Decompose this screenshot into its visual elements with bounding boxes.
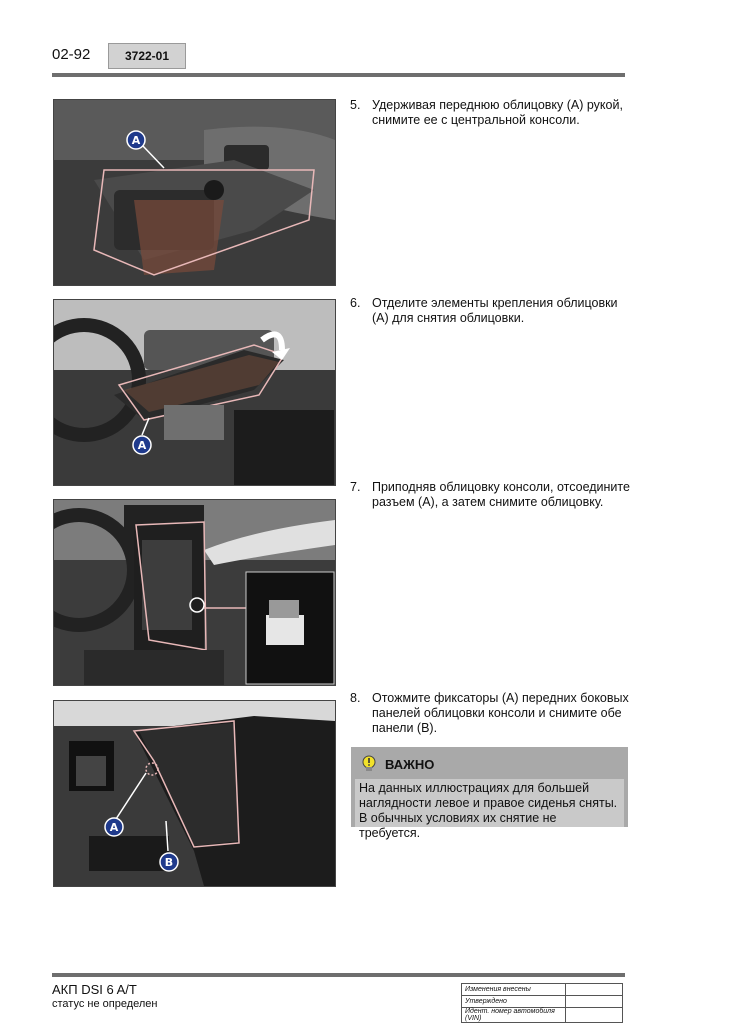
- callout-a-label: A: [137, 439, 147, 452]
- step-7: [350, 480, 630, 510]
- revision-label: Утверждено: [462, 996, 566, 1008]
- revision-value: [566, 984, 623, 996]
- callout-b-label: B: [164, 856, 174, 869]
- note-title: ВАЖНО: [385, 756, 435, 772]
- step-number: 7.: [350, 480, 361, 494]
- step-text: Отделите элементы крепления облицовки (A) для снятия облицовки.: [372, 296, 618, 325]
- table-row: [462, 984, 623, 996]
- callout-a-label: A: [131, 134, 141, 147]
- table-row: [462, 1008, 623, 1023]
- step-number: 5.: [350, 98, 361, 112]
- step-6: [350, 296, 630, 326]
- important-note: [351, 747, 628, 840]
- revision-table: [461, 983, 623, 1023]
- step-text: Отожмите фиксаторы (A) передних боковых панелей облицовки консоли и снимите обе панели (B).: [372, 691, 629, 735]
- figure-step-6-image: [54, 300, 335, 485]
- revision-label: Идент. номер автомобиля (VIN): [462, 1008, 566, 1023]
- footer-divider: [52, 973, 625, 977]
- figure-step-8: [53, 700, 336, 887]
- revision-value: [566, 996, 623, 1008]
- note-text: На данных иллюстрациях для большей наглядности левое и правое сиденья сняты. В обычных условиях их снятие не требуется.: [355, 779, 624, 827]
- figure-step-7-image: [54, 500, 335, 685]
- callout-a-label: A: [109, 821, 119, 834]
- step-text: Приподняв облицовку консоли, отсоедините разъем (A), а затем снимите облицовку.: [372, 480, 630, 509]
- note-header: [351, 747, 628, 775]
- step-8: [350, 691, 630, 736]
- figure-step-6: [53, 299, 336, 486]
- step-number: 6.: [350, 296, 361, 310]
- figure-step-8-image: [54, 701, 335, 886]
- revision-value: [566, 1008, 623, 1023]
- revision-label: Изменения внесены: [462, 984, 566, 996]
- step-number: 8.: [350, 691, 361, 705]
- section-code: 3722-01: [108, 43, 186, 69]
- header-divider: [52, 73, 625, 77]
- footer-status: статус не определен: [52, 998, 158, 1010]
- footer-model: АКП DSI 6 A/T: [52, 982, 137, 997]
- step-5: [350, 98, 630, 128]
- step-text: Удерживая переднюю облицовку (A) рукой, снимите ее с центральной консоли.: [372, 98, 623, 127]
- figure-step-5-image: [54, 100, 335, 285]
- lightbulb-icon: [361, 755, 377, 773]
- page-number: 02-92: [52, 46, 91, 63]
- figure-step-5: [53, 99, 336, 286]
- table-row: [462, 996, 623, 1008]
- figure-step-7: [53, 499, 336, 686]
